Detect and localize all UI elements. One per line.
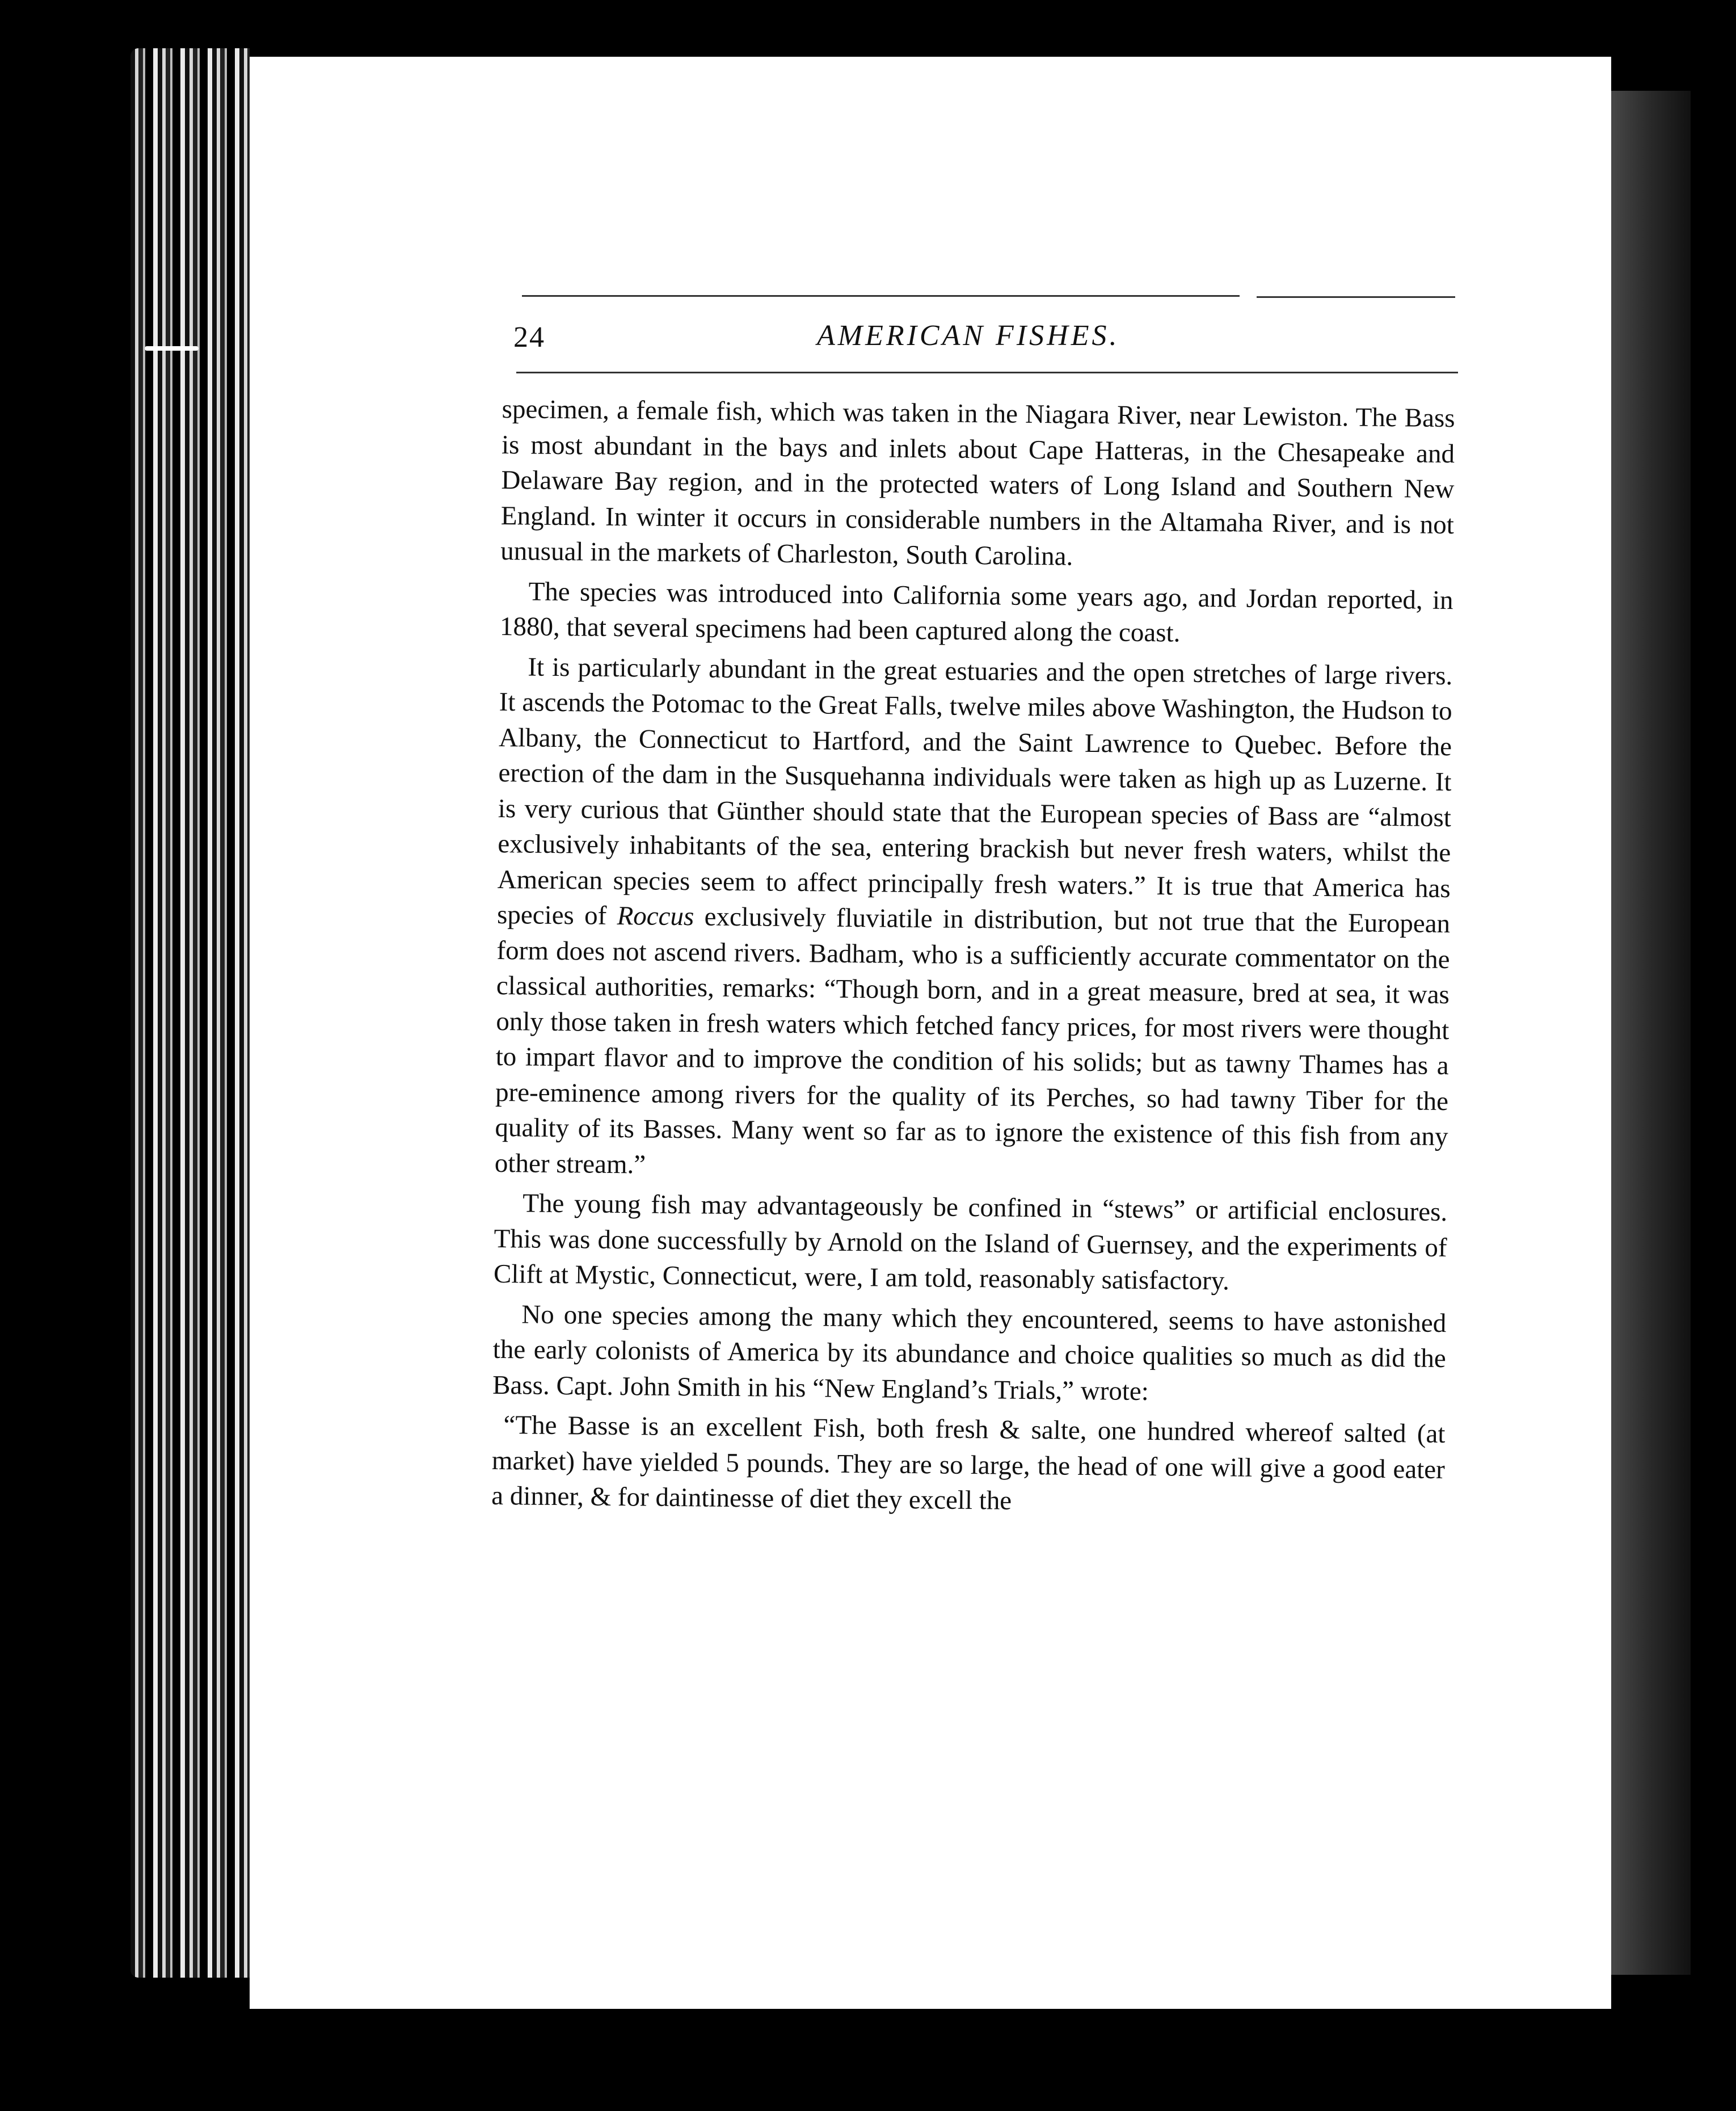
book-page-edges <box>130 48 250 1978</box>
book-gutter-shadow <box>1608 91 1691 1975</box>
genus-name-italic: Roccus <box>617 901 694 932</box>
block-quote: “The Basse is an excellent Fish, both fresh & salte, one hundred whereof salted (at market) have yielded 5 pounds. They are so large, the head of one will give a good eater a dinner, & for daintinesse of diet they excell the <box>491 1410 1446 1516</box>
paragraph-3-text-a: It is particularly abundant in the great estuaries and the open stretches of large rivers. It ascends the Potomac to the Great Falls, twelve miles above Washington, the Hudson to Albany, the Connecticut to Hartford, and the Saint Lawrence to Quebec. Before the erection of the dam in the Susquehanna individuals were taken as high up as Luzerne. It is very curious that Günther should state that the European species of Bass are “almost exclusively inhabitants of the sea, entering brackish but never fresh waters, whilst the American species seem to affect principally fresh waters.” It is true that America has species of <box>496 651 1453 931</box>
header-rule-top-left <box>522 295 1240 297</box>
paragraph-3 <box>495 649 1453 1190</box>
header-rule-bottom <box>516 372 1458 373</box>
paragraph-5: No one species among the many which they encountered, seems to have astonished the early colonists of America by its abundance and choice qualities so much as did the Bass. Capt. John Smith in his “New England’s Trials,” wrote: <box>492 1299 1447 1406</box>
header-rule-top-right <box>1257 296 1455 298</box>
paragraph-3-text-b: exclusively fluviatile in distribution, but not true that the European form does not ascend rivers. Badham, who is a sufficiently accurate commentator on the classical authorities, remarks: “Though born, and in a great measure, bred at sea, it was only those taken in fresh waters which fetched fancy prices, for most rivers were thought to impart flavor and to improve the condition of his solids; but as tawny Thames has a pre-eminence among rivers for the quality of its Perches, so had tawny Tiber for the quality of its Basses. Many went so far as to ignore the existence of this fish from any other stream.” <box>494 902 1451 1179</box>
running-title: AMERICAN FISHES. <box>817 319 1120 352</box>
paragraph-4: The young fish may advantageously be confined in “stews” or artificial enclosures. This was done successfully by Arnold on the Island of Guernsey, and the experiments of Clift at Mystic, Connecticut, were, I am told, reasonably satisfactory. <box>493 1188 1448 1296</box>
page-number: 24 <box>513 321 545 354</box>
body-text <box>491 392 1455 1523</box>
paragraph-2: The species was introduced into California some years ago, and Jordan reported, in 1880, that several specimens had been captured along the coast. <box>499 576 1453 648</box>
paragraph-1: specimen, a female fish, which was taken in the Niagara River, near Lewiston. The Bass is most abundant in the bays and inlets about Cape Hatteras, in the Chesapeake and Delaware Bay region, and in the protected waters of Long Island and Southern New England. In winter it occurs in considerable numbers in the Altamaha River, and is not unusual in the markets of Charleston, South Carolina. <box>500 394 1455 571</box>
margin-mark <box>145 346 199 351</box>
